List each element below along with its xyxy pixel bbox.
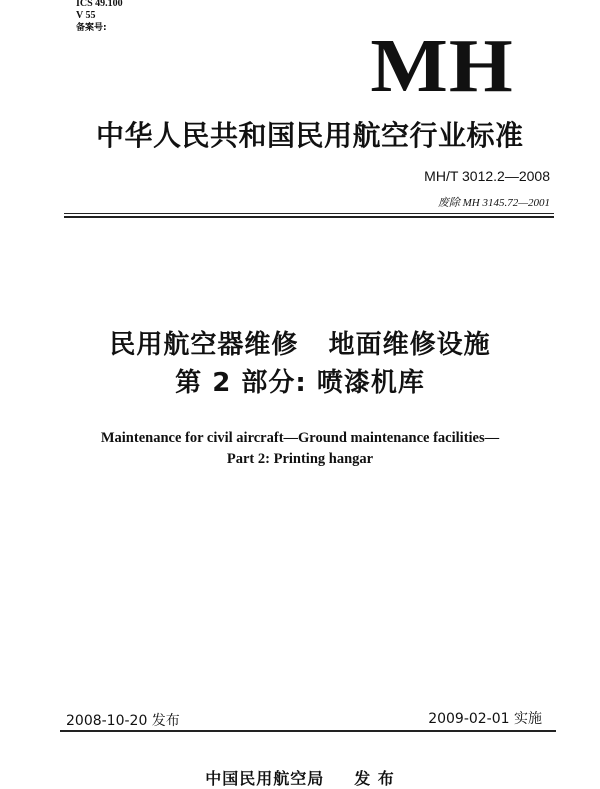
publisher-line [0,766,600,789]
english-title-line-1: Maintenance for civil aircraft—Ground maintenance facilities— [100,430,500,446]
publisher-action: 发 布 [354,769,395,788]
mh-logo: MH [370,24,514,108]
footer-divider [60,730,556,732]
publish-date: 2008-10-20 发布 [66,713,180,729]
english-title-line-2: Part 2: Printing hangar [226,451,374,467]
implementation-date: 2009-02-01 实施 [428,711,542,727]
chinese-title-line-1: 民用航空器维修 地面维修设施 [109,330,491,360]
header-divider [64,213,554,214]
header-divider-thick [64,216,554,218]
record-number-label: 备案号: [76,23,107,33]
standard-title: 中华人民共和国民用航空行业标准 [96,119,524,152]
ics-code: ICS 49.100 [76,0,123,9]
publisher-name: 中国民用航空局 [205,769,325,788]
chinese-title-line-2: 第 2 部分: 喷漆机库 [175,368,425,398]
category-code: V 55 [76,10,96,21]
standard-code: MH/T 3012.2—2008 [424,168,550,184]
replaces-note: 废除 MH 3145.72—2001 [437,197,550,209]
